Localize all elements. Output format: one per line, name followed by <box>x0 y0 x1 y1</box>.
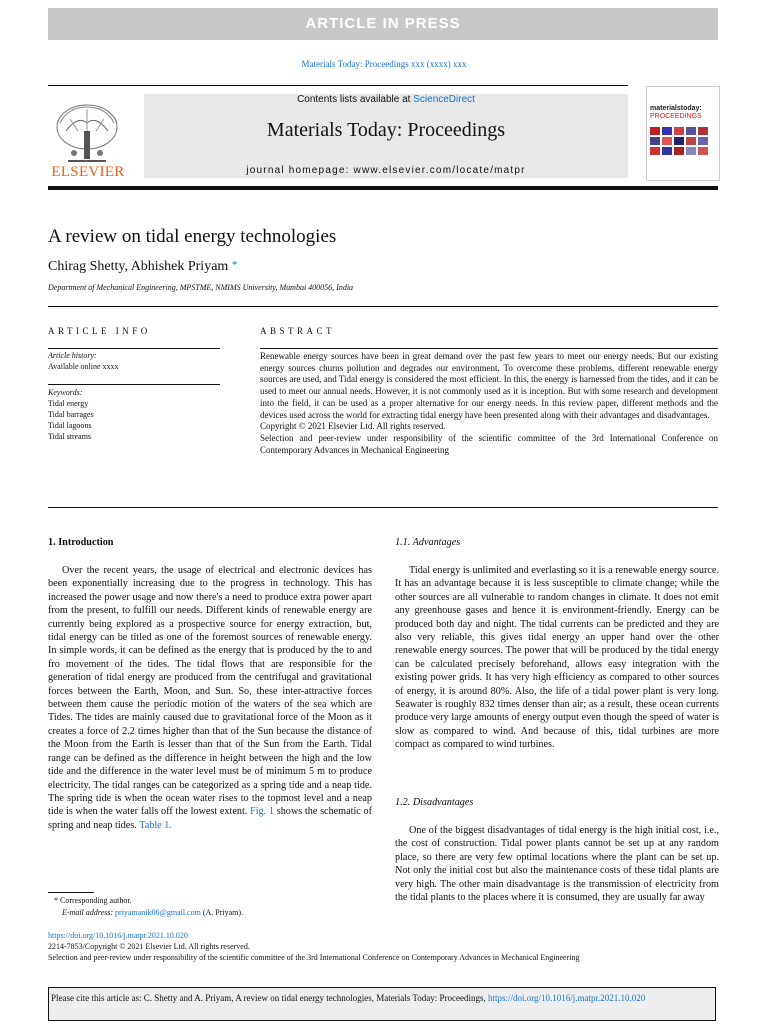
contents-line: Contents lists available at ScienceDirect <box>297 94 475 105</box>
cover-subtitle: PROCEEDINGS <box>650 113 702 120</box>
introduction-text: Over the recent years, the usage of electrical and electronic devices has been exponentially increasing due to the progress in technology. This has increased the power usage and now there's a need to produce extra power apart from the present, to fulfill our needs. Different kinds of renewable energy are currently being explored as a prospective source for energy extraction, but, tidal energy can be titled as one of the foremost sources of renewable energy. In simple words, it can be defined as the energy that is produced by the to and fro movement of the tides. The tidal flows that are responsible for the generation of tidal energy are produced from the centrifugal and gravitational forces between the Earth, Moon, and Sun. So, these inter-attractive forces between them cause the periodic motion of the waters of the sea which are Tides. The tides are mainly caused due to gravitational force of the Moon as it creates a force of 2.2 times higher than that of the Sun because the distance of the Moon from the Earth is lesser than that of the Sun from the Earth. Tidal range can be defined as the difference in height between the high and the low tide and the difference in the water level must be of minimum 5 m to produce electricity. The tidal ranges can be categorized as a spring tide and a neap tide. The spring tide is when the ocean water rises to the topmost level and a neap tide is when the water falls off the lowest extent. <box>48 565 372 818</box>
article-title: A review on tidal energy technologies <box>48 226 337 247</box>
journal-cover-thumbnail <box>646 86 720 181</box>
journal-title: Materials Today: Proceedings <box>266 119 506 141</box>
abstract-peer-review: Selection and peer-review under responsibility of the scientific committee of the 3rd International Conference on Contemporary Advances in Mechanical Engineering <box>260 432 718 455</box>
advantages-body: Tidal energy is unlimited and everlasting so it is a renewable energy source. It has an advantage because it is less susceptible to climate change; while the other sources are all vulnerable to random changes in climate. It does not emit any greenhouse gases and hence it is environment-friendly. Energy can be produced both day and night. The tidal currents can be predicted and they are also very reliable, this gives tidal energy an upper hand over the other renewable energy sources. The power that will be produced by the tidal energy can be calculated precisely beforehand, allows easy integration with the existing power grids. It has very high efficiency as compared to other sources of energy, it is around 80%. Also, the life of a tidal power plant is very long. Seawater is roughly 832 times denser than air; as a result, these ocean currents produce very large amounts of energy output even though the speed of water is slow as compared to wind. And because of this, tidal turbines are more compact as compared to wind turbines. <box>395 565 719 751</box>
cover-image-grid <box>650 127 716 163</box>
corresponding-author-mark[interactable]: * <box>231 259 238 271</box>
section-heading-introduction: 1. Introduction <box>48 537 114 548</box>
cover-title: materialstoday: <box>650 105 702 112</box>
keywords-rule <box>48 384 220 385</box>
email-link[interactable]: priyamanik06@gmail.com <box>115 908 201 917</box>
abstract-bottom-rule <box>48 507 718 508</box>
title-rule <box>48 306 718 307</box>
history-value: Available online xxxx <box>48 362 119 371</box>
fig-1-link[interactable]: Fig. 1 <box>250 806 275 818</box>
abstract-heading: ABSTRACT <box>260 326 336 336</box>
affiliation: Department of Mechanical Engineering, MPSTME, NMIMS University, Mumbai 400056, India <box>48 283 354 292</box>
article-info-rule <box>48 348 220 349</box>
article-in-press-banner: ARTICLE IN PRESS <box>48 8 718 40</box>
keyword: Tidal streams <box>48 432 92 441</box>
issn-copyright: 2214-7853/Copyright © 2021 Elsevier Ltd. All rights reserved. <box>48 942 250 951</box>
table-1-link[interactable]: Table 1. <box>139 819 172 831</box>
section-heading-advantages: 1.1. Advantages <box>395 537 461 548</box>
header-top-rule <box>48 85 628 86</box>
journal-reference-link[interactable]: Materials Today: Proceedings xxx (xxxx) xxx <box>301 59 467 69</box>
keyword: Tidal energy <box>48 399 89 408</box>
citation-doi-link[interactable]: https://doi.org/10.1016/j.matpr.2021.10.020 <box>487 993 646 1003</box>
doi-link[interactable]: https://doi.org/10.1016/j.matpr.2021.10.020 <box>48 931 188 940</box>
sciencedirect-link[interactable]: ScienceDirect <box>413 94 475 105</box>
introduction-body: Over the recent years, the usage of electrical and electronic devices has been exponentially increasing due to the progress in technology. This has increased the power usage and now there's a need to produce extra power apart from the present, to fulfill our needs. Different kinds of renewable energy are currently being explored as a prospective source for energy extraction, but, tidal energy can be titled as one of the foremost sources of renewable energy. In simple words, it can be defined as the energy that is produced by the to and fro movement of the tides. The tidal flows that are responsible for the generation of tidal energy are produced from the centrifugal and gravitational forces between the Earth, Moon, and Sun. So, these inter-attractive forces between them cause the periodic motion of the waters of the sea which are Tides. The tides are mainly caused due to gravitational force of the Moon as it creates a force of 2.2 times higher than that of the Sun because the distance of the Moon from the Earth is lesser than that of the Sun from the Earth. Tidal range can be defined as the difference in height between the high and the low tide and the difference in the water level must be of minimum 5 m to produce electricity. The tidal ranges can be categorized as a spring tide and a neap tide. The spring tide is when the ocean water rises to the topmost level and a neap tide is when the water falls off the lowest extent. Fig. 1 shows the schematic of spring and neap tides. Table 1. <box>48 565 373 831</box>
keyword: Tidal barrages <box>48 410 94 419</box>
email-footnote: E-mail address: priyamanik06@gmail.com (A. Priyam). <box>62 908 244 917</box>
history-label: Article history: <box>48 351 97 360</box>
abstract-body <box>260 351 718 456</box>
article-info-heading: ARTICLE INFO <box>48 326 151 336</box>
disadvantages-body: One of the biggest disadvantages of tidal energy is the high initial cost, i.e., the cost of construction. Tidal power plants cannot be set up at any random place, so there are very few optimal locations where the plant can be set up. Not only the initial cost but also the maintenance costs of these tidal plants are very high. The other main disadvantage is the transmission of electricity from the tidal plants to the places where it is consumed, they are usually far away <box>395 825 719 904</box>
elsevier-wordmark: ELSEVIER <box>51 164 125 180</box>
abstract-text: Renewable energy sources have been in great demand over the past few years to meet our energy needs. But our existing energy sources churns pollution and degrades our environment. To overcome these problems, different renewable energy sources are used, and Tidal energy is considered the most efficient. In this, the energy is harnessed from the tides, and it can be used to meet our annual needs. However, it is not commonly used as it is inception. But with some research and development into the field, it can be used as a proper alternative for our energy needs. In this review paper, different methods and the devices used across the world for extracting tidal energy have been presented along with their advantages and disadvantages. <box>260 351 718 420</box>
keywords-label: Keywords: <box>48 388 83 397</box>
citation-box: Please cite this article as: C. Shetty and A. Priyam, A review on tidal energy technologies, Materials Today: Proceedings, https://doi.org/10.1016/j.matpr.2021.10.020 <box>48 987 716 1021</box>
abstract-rule <box>260 348 718 349</box>
keyword: Tidal lagoons <box>48 421 92 430</box>
journal-homepage: journal homepage: www.elsevier.com/locate/matpr <box>246 165 526 176</box>
section-heading-disadvantages: 1.2. Disadvantages <box>395 797 474 808</box>
footnote-rule <box>48 892 94 893</box>
abstract-copyright: Copyright © 2021 Elsevier Ltd. All rights reserved. <box>260 421 446 432</box>
corresponding-author-note: * Corresponding author. <box>54 896 132 905</box>
header-thick-rule <box>48 186 718 190</box>
author-list: Chirag Shetty, Abhishek Priyam * <box>48 259 238 274</box>
footer-peer-review: Selection and peer-review under responsibility of the scientific committee of the 3rd International Conference on Contemporary Advances in Mechanical Engineering <box>48 953 580 962</box>
